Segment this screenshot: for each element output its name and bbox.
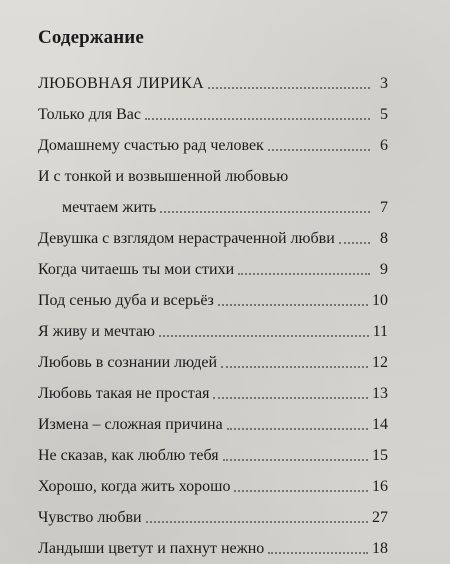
toc-entry-page: 6 bbox=[380, 137, 388, 154]
dot-leader bbox=[339, 240, 370, 244]
toc-entry-continuation bbox=[38, 199, 388, 217]
toc-entry bbox=[38, 292, 388, 310]
toc-entry bbox=[38, 230, 388, 248]
table-of-contents bbox=[38, 75, 388, 558]
toc-entry-title: Любовь такая не простая bbox=[38, 385, 210, 402]
toc-entry-page: 16 bbox=[372, 478, 388, 495]
toc-entry-page: 3 bbox=[380, 75, 388, 92]
toc-entry-title: Я живу и мечтаю bbox=[38, 323, 155, 340]
toc-entry bbox=[38, 447, 388, 465]
dot-leader bbox=[160, 209, 370, 213]
page-title: Содержание bbox=[38, 27, 144, 48]
toc-entry-title: Хорошо, когда жить хорошо bbox=[38, 478, 231, 495]
toc-entry-page: 27 bbox=[372, 509, 388, 526]
toc-entry-page: 13 bbox=[372, 385, 388, 402]
toc-entry-title: Только для Вас bbox=[38, 106, 141, 123]
toc-entry bbox=[38, 509, 388, 527]
toc-entry-page: 12 bbox=[372, 354, 388, 371]
toc-entry bbox=[38, 168, 388, 217]
toc-entry bbox=[38, 385, 388, 403]
toc-entry-page: 8 bbox=[380, 230, 388, 247]
toc-entry bbox=[38, 354, 388, 372]
dot-leader bbox=[238, 271, 370, 275]
toc-entry-title-line2: мечтаем жить bbox=[62, 199, 157, 216]
dot-leader bbox=[145, 116, 370, 120]
toc-entry-page: 5 bbox=[380, 106, 388, 123]
toc-entry-title: Домашнему счастью рад человек bbox=[38, 137, 264, 154]
toc-entry-title: Девушка с взглядом нерастраченной любви bbox=[38, 230, 335, 247]
toc-entry-title: Не сказав, как люблю тебя bbox=[38, 447, 219, 464]
dot-leader bbox=[218, 302, 368, 306]
toc-entry-page: 9 bbox=[380, 261, 388, 278]
toc-entry-title: Когда читаешь ты мои стихи bbox=[38, 261, 235, 278]
toc-entry bbox=[38, 416, 388, 434]
dot-leader bbox=[213, 395, 368, 399]
toc-entry bbox=[38, 137, 388, 155]
dot-leader bbox=[227, 426, 368, 430]
toc-entry-title: ЛЮБОВНАЯ ЛИРИКА bbox=[38, 75, 204, 92]
toc-entry-title: Измена – сложная причина bbox=[38, 416, 223, 433]
toc-entry-title: Ландыши цветут и пахнут нежно bbox=[38, 540, 265, 557]
toc-entry bbox=[38, 75, 388, 93]
dot-leader bbox=[223, 457, 368, 461]
toc-entry-title: Чувство любви bbox=[38, 509, 142, 526]
toc-entry bbox=[38, 106, 388, 124]
toc-entry bbox=[38, 323, 388, 341]
toc-entry-title: Любовь в сознании людей bbox=[38, 354, 218, 371]
toc-entry-title-line1: И с тонкой и возвышенной любовью bbox=[38, 168, 289, 185]
dot-leader bbox=[208, 85, 370, 89]
dot-leader bbox=[268, 147, 370, 151]
dot-leader bbox=[146, 519, 368, 523]
toc-entry-page: 15 bbox=[372, 447, 388, 464]
toc-entry-page: 10 bbox=[372, 292, 388, 309]
toc-entry-page: 11 bbox=[372, 323, 388, 340]
dot-leader bbox=[221, 364, 368, 368]
toc-entry-page: 7 bbox=[380, 199, 388, 216]
dot-leader bbox=[159, 333, 369, 337]
toc-entry bbox=[38, 540, 388, 558]
dot-leader bbox=[268, 550, 368, 554]
toc-entry-page: 18 bbox=[372, 540, 388, 557]
toc-entry bbox=[38, 478, 388, 496]
toc-entry-title: Под сенью дуба и всерьёз bbox=[38, 292, 214, 309]
toc-entry bbox=[38, 261, 388, 279]
dot-leader bbox=[234, 488, 368, 492]
toc-entry-page: 14 bbox=[372, 416, 388, 433]
